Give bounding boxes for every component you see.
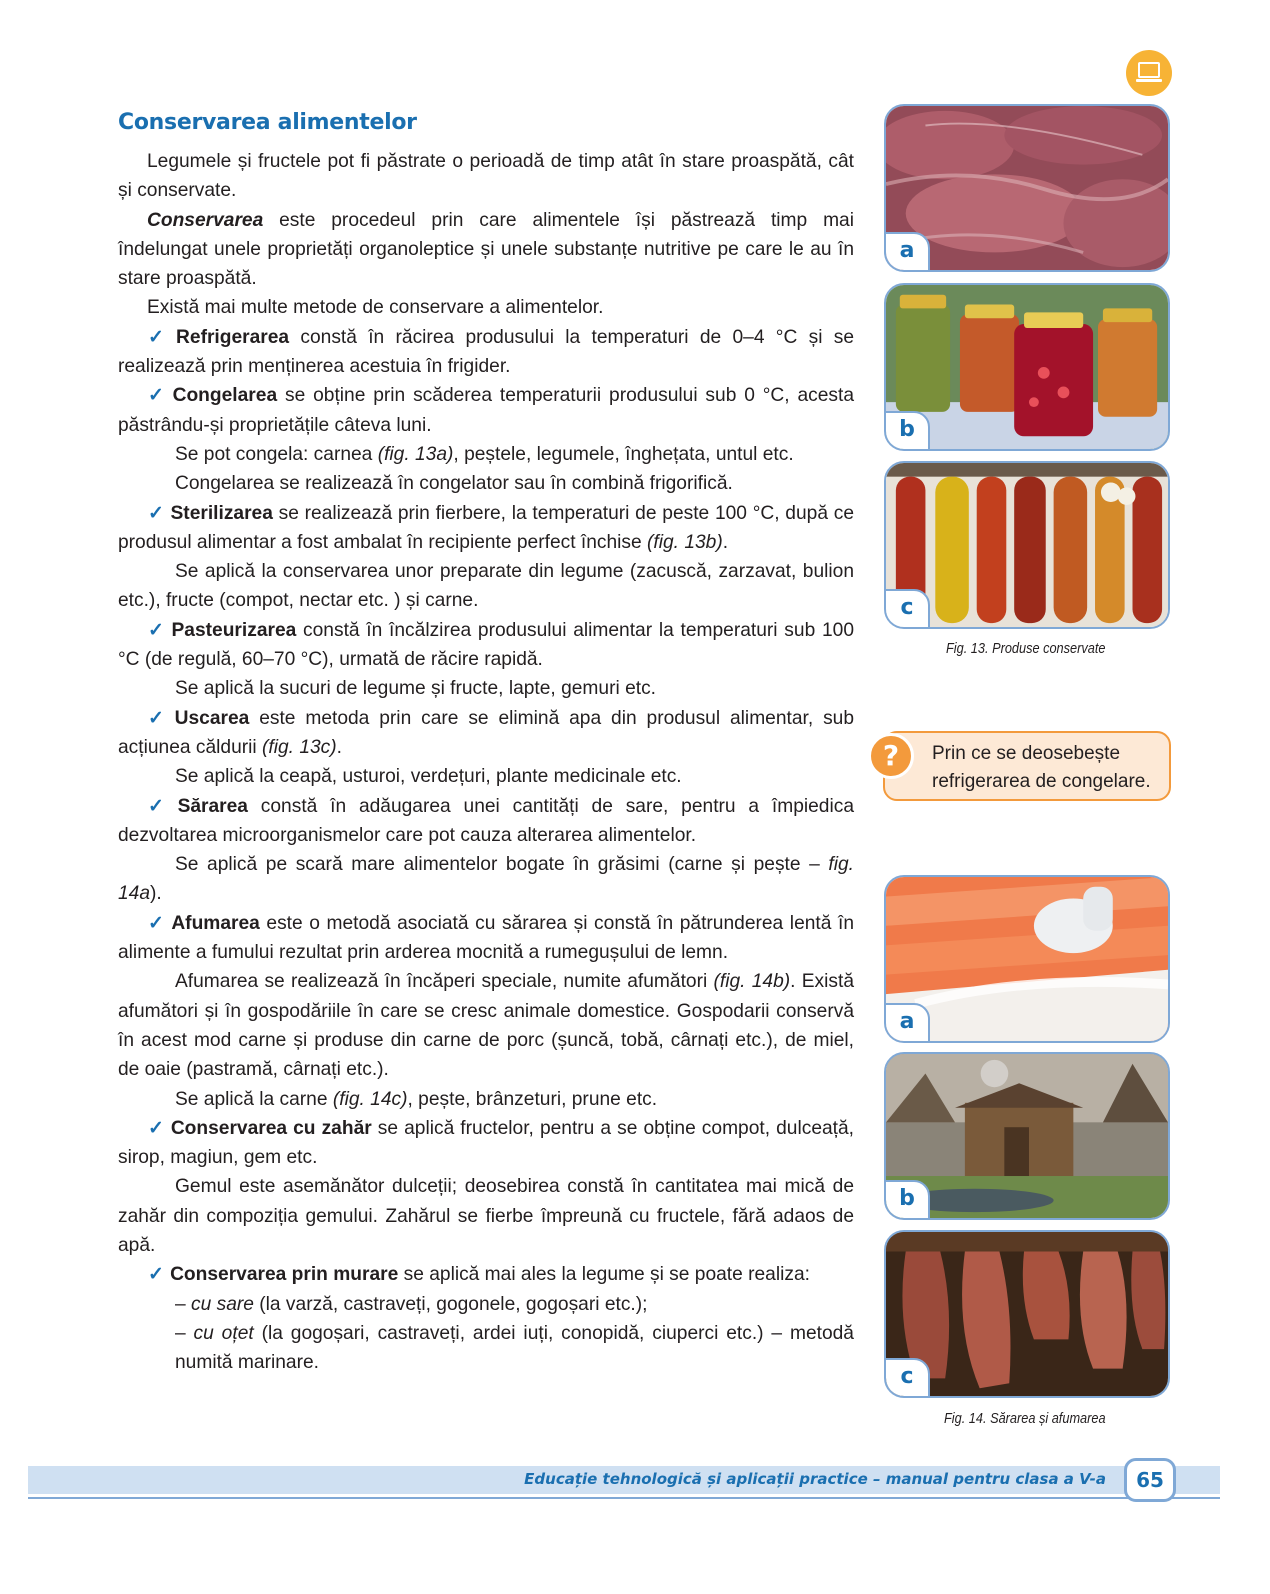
usc-text: este metoda prin care se elimină apa din produsul alimentar, sub acțiunea căldurii (118, 707, 855, 758)
figure-label: a (884, 232, 930, 272)
text-span: Afumarea se realizează în încăperi speciale, numite afumători (175, 971, 714, 993)
fig-ref: (fig. 14b) (713, 971, 791, 993)
check-icon: ✓ (148, 1117, 165, 1139)
photo-smokehouse (884, 1052, 1170, 1220)
figure-13-caption: Fig. 13. Produse conservate (946, 640, 1106, 657)
figure-label: b (884, 1180, 930, 1220)
term-pasteurizarea: Pasteurizarea (171, 619, 297, 641)
paragraph-definition (118, 206, 854, 294)
sar-text: constă în adăugarea unei cantități de sare, pentru a împiedica dezvoltarea microorganismelor care pot cauza alterarea alimentelor. (118, 795, 854, 846)
term-uscarea: Uscarea (174, 707, 250, 729)
figure-label: b (884, 411, 930, 451)
zahar-sentence-1: Gemul este asemănător dulceții; deosebirea constă în cantitatea mai mică de zahăr din compoziția gemului. Zahărul se fierbe împreună cu fructele, fără adaos de apă. (118, 1176, 854, 1256)
paragraph-intro: Legumele și fructele pot fi păstrate o perioadă de timp atât în stare proaspătă, cât și conservate. (118, 151, 854, 202)
usc-sentence-1: Se aplică la ceapă, usturoi, verdețuri, plante medicinale etc. (175, 766, 682, 788)
cong-sentence-1 (118, 440, 854, 469)
text-span: , pește, brânzeturi, prune etc. (407, 1088, 658, 1110)
screen-shape (1138, 62, 1160, 78)
term-conservarea-prin-murare: Conservarea prin murare (170, 1264, 399, 1286)
text-span: ). (150, 883, 162, 905)
figure-14-caption: Fig. 14. Sărarea și afumarea (944, 1410, 1106, 1427)
afum-text: este o metodă asociată cu sărarea și constă în pătrunderea lentă în alimente a fumului rezultat prin arderea mocnită a rumegușului de lemn. (118, 912, 854, 964)
text-span: . (336, 736, 342, 758)
fig-ref: (fig. 13b) (647, 531, 723, 553)
term-refrigerarea: Refrigerarea (176, 326, 290, 348)
figure-label: a (884, 1003, 930, 1043)
check-icon: ✓ (148, 619, 166, 641)
steril-sentence-1: Se aplică la conservarea unor preparate din legume (zacuscă, zarzavat, bulion etc.), fructe (compot, nectar etc. ) și carne. (118, 561, 854, 612)
method-pasteurizare (118, 616, 854, 675)
figure-label: c (884, 1358, 930, 1398)
keyboard-shape (1136, 79, 1162, 82)
term-afumarea: Afumarea (171, 912, 260, 934)
fig-ref: (fig. 13c) (262, 736, 337, 758)
term-conservarea-cu-zahar: Conservarea cu zahăr (170, 1117, 372, 1139)
cong-sentence-2: Congelarea se realizează în congelator sau în combină frigorifică. (175, 473, 733, 495)
question-icon: ? (868, 733, 914, 779)
refrig-text: constă în răcirea produsului la temperaturi de 0–4 °C și se realizează prin menținerea acestuia în frigider. (118, 326, 855, 378)
check-icon: ✓ (148, 326, 171, 348)
method-murare (118, 1260, 854, 1289)
check-icon: ✓ (148, 502, 165, 524)
term-conservarea: Conservarea (147, 209, 264, 231)
murare-option-1 (118, 1290, 854, 1319)
term-congelarea: Congelarea (172, 385, 278, 407)
term-sterilizarea: Sterilizarea (170, 502, 273, 524)
method-sarare (118, 792, 854, 851)
past-sentence-1: Se aplică la sucuri de legume și fructe, lapte, gemuri etc. (175, 678, 656, 700)
text-span: , peștele, legumele, înghețata, untul etc. (453, 443, 794, 465)
text-span: (la varză, castraveți, gogonele, gogoșari etc.); (253, 1293, 648, 1315)
afum-sentence-2 (118, 1085, 854, 1114)
check-icon: ✓ (148, 1264, 165, 1286)
method-zahar (118, 1114, 854, 1173)
check-icon: ✓ (148, 795, 172, 817)
method-refrigerare (118, 323, 854, 382)
text-span: Se pot congela: carnea (175, 443, 378, 465)
check-icon: ✓ (148, 912, 166, 934)
method-sterilizare (118, 499, 854, 558)
text-span: . Există afumători și în gospodăriile în care se cresc animale domestice. Gospodarii conservă în acest mod carne și produse din carne de porc (șuncă, tobă, cârnați etc.), de miel, de oaie (pastramă, cârnați etc.). (118, 971, 854, 1081)
photo-salted-fish (884, 875, 1170, 1043)
zahar-text: se aplică fructelor, pentru a se obține compot, dulceață, sirop, magiun, gem etc. (118, 1117, 854, 1169)
text-span: (la gogoșari, castraveți, ardei iuți, conopidă, ciuperci etc.) – metodă numită marinare. (175, 1322, 854, 1374)
murare-option-2 (118, 1319, 854, 1378)
cong-text: se obține prin scăderea temperaturii produsului sub 0 °C, acesta păstrându-și proprietățile câteva luni. (118, 385, 855, 436)
section-title: Conservarea alimentelor (118, 110, 417, 135)
photo-frozen-meat (884, 104, 1170, 272)
fig-ref: (fig. 14c) (332, 1088, 408, 1110)
page-number: 65 (1124, 1458, 1176, 1502)
footer-line (28, 1497, 1220, 1499)
question-text: Prin ce se deosebește refrigerarea de congelare. (932, 743, 1151, 792)
fig-ref: (fig. 13a) (377, 443, 454, 465)
past-text: constă în încălzirea produsului alimentar la temperaturi sub 100 °C (de regulă, 60–70 °C), urmată de răcire rapidă. (118, 619, 855, 671)
term-sararea: Sărarea (177, 795, 248, 817)
definition-text: este procedeul prin care alimentele își păstrează timp mai îndelungat unele proprietăți organoleptice și unele substanțe nutritive pe care le au în stare proaspătă. (118, 209, 854, 290)
check-icon: ✓ (148, 707, 169, 729)
italic-span: cu oțet (193, 1322, 254, 1344)
steril-text: se realizează prin fierbere, la temperaturi de peste 100 °C, după ce produsul alimentar a fost ambalat în recipiente perfect închise (118, 502, 854, 553)
method-afumare (118, 909, 854, 968)
paragraph-methods: Există mai multe metode de conservare a alimentelor. (147, 297, 604, 319)
method-uscare (118, 704, 854, 763)
method-congelare (118, 381, 854, 440)
italic-span: cu sare (191, 1293, 254, 1315)
text-span: . (722, 531, 729, 553)
afum-sentence-1 (118, 967, 854, 1084)
text-span: – (175, 1293, 192, 1315)
text-span: Se aplică la carne (175, 1088, 333, 1110)
fig-ref: fig. 14a (118, 854, 854, 905)
photo-jars (884, 283, 1170, 451)
footer-book-title: Educație tehnologică și aplicații practice – manual pentru clasa a V-a (524, 1470, 1106, 1488)
photo-dried-vegetables (884, 461, 1170, 629)
mur-text: se aplică mai ales la legume și se poate realiza: (398, 1264, 810, 1286)
sar-sentence-1 (118, 850, 854, 909)
body-text (118, 147, 854, 1377)
computer-icon (1126, 50, 1172, 96)
figure-label: c (884, 589, 930, 629)
check-icon: ✓ (148, 385, 167, 407)
text-span: Se aplică pe scară mare alimentelor bogate în grăsimi (carne și pește – (175, 854, 829, 876)
text-span: – (175, 1322, 194, 1344)
photo-smoked-meat (884, 1230, 1170, 1398)
